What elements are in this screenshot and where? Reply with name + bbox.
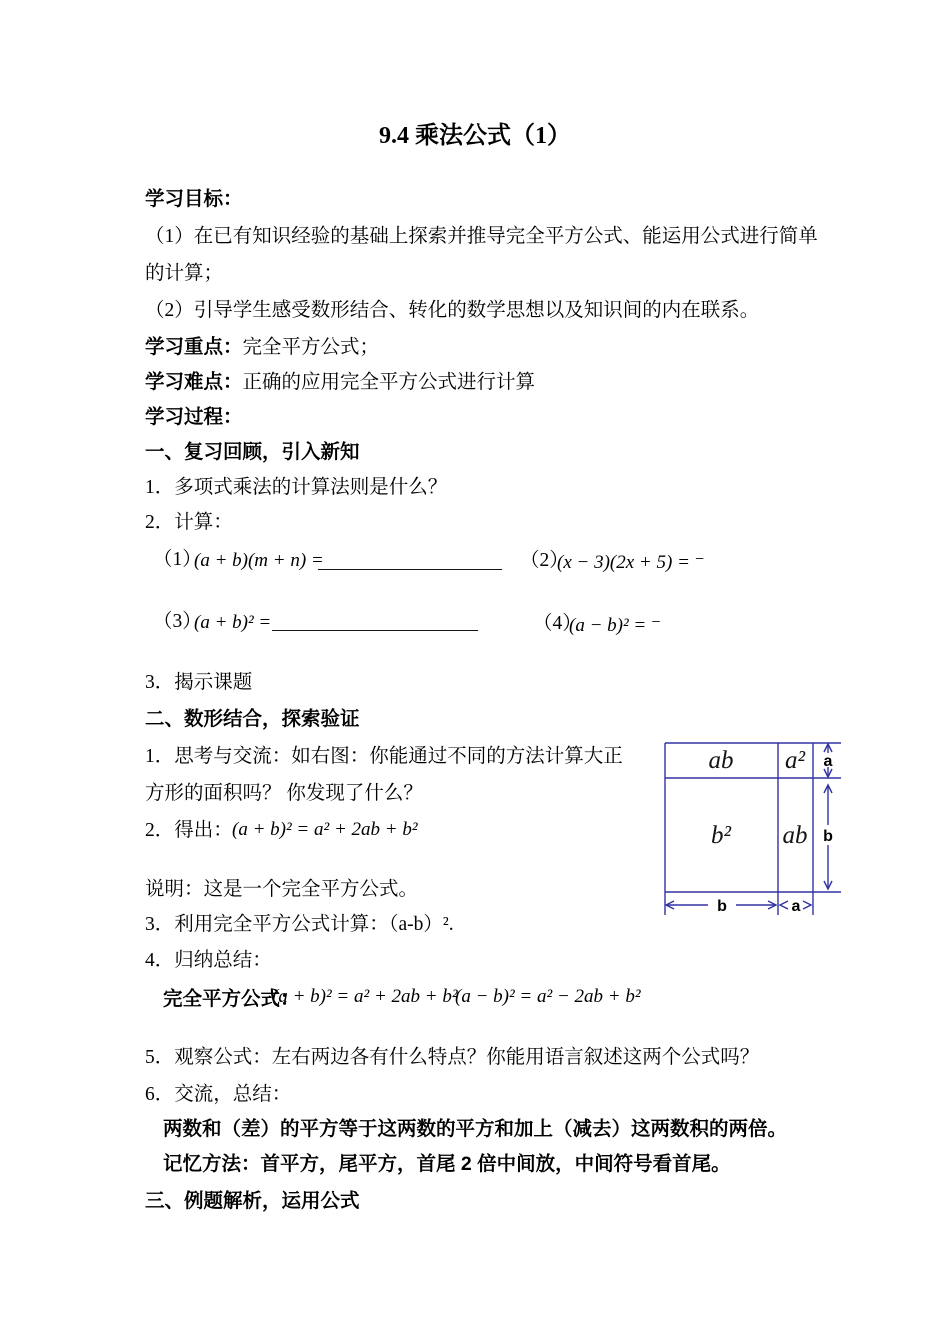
objective-1-line-1: （1）在已有知识经验的基础上探索并推导完全平方公式、能运用公式进行简单 xyxy=(145,226,818,247)
objective-1-line-2: 的计算； xyxy=(145,263,224,284)
section-2-item-6: 6．交流，总结： xyxy=(145,1084,292,1105)
calc-2-label: （2） xyxy=(520,550,569,571)
key-point-text: 完全平方公式； xyxy=(242,337,380,358)
calc-1-label: （1） xyxy=(153,549,202,570)
section-3-heading: 三、例题解析，运用公式 xyxy=(145,1190,360,1212)
dim-label-width-a: a xyxy=(791,898,801,915)
dim-a-left-arrowhead xyxy=(780,901,788,909)
dim-label-width-b: b xyxy=(717,898,727,915)
section-1-item-2: 2．计算： xyxy=(145,512,233,533)
section-2-item-1-line-2: 方形的面积吗？ 你发现了什么？ xyxy=(145,783,423,804)
diagram-dimension-labels xyxy=(717,753,833,915)
cell-ab-top: ab xyxy=(708,747,734,774)
difficulty-label: 学习难点： xyxy=(145,371,243,393)
objectives-label: 学习目标： xyxy=(145,188,243,210)
calc-3-label: （3） xyxy=(153,611,202,632)
process-label: 学习过程： xyxy=(145,406,243,428)
perfect-square-formula-minus: (a − b)² = a² − 2ab + b² xyxy=(455,986,641,1007)
section-2-item-2-label: 2．得出： xyxy=(145,820,233,841)
key-point-label: 学习重点： xyxy=(145,336,243,358)
dim-a-right-arrowhead xyxy=(803,901,811,909)
section-2-item-5: 5．观察公式：左右两边各有什么特点？你能用语言叙述这两个公式吗？ xyxy=(145,1047,760,1068)
key-point-line xyxy=(145,331,379,359)
memory-method-line: 记忆方法：首平方，尾平方，首尾 2 倍中间放，中间符号看首尾。 xyxy=(163,1153,731,1175)
difficulty-text: 正确的应用完全平方公式进行计算 xyxy=(242,372,536,393)
calc-2-formula: (x − 3)(2x + 5) = ⁻ xyxy=(557,552,705,573)
area-square-diagram xyxy=(650,733,855,928)
calc-1-formula: (a + b)(m + n) = xyxy=(194,550,324,571)
cell-ab-right: ab xyxy=(782,822,808,849)
section-2-heading: 二、数形结合，探索验证 xyxy=(145,708,360,730)
cell-b-squared: b² xyxy=(711,822,731,849)
calc-3-formula: (a + b)² = xyxy=(194,612,272,633)
summary-rule-line: 两数和（差）的平方等于这两数的平方和加上（减去）这两数积的两倍。 xyxy=(163,1118,788,1140)
calc-1-answer-blank xyxy=(318,569,502,570)
perfect-square-formula-plus: (a + b)² = a² + 2ab + b² xyxy=(272,986,458,1007)
section-2-item-2-formula: (a + b)² = a² + 2ab + b² xyxy=(232,819,418,840)
cell-a-squared: a² xyxy=(785,747,805,774)
page-title: 9.4 乘法公式（1） xyxy=(379,123,571,149)
section-1-item-1: 1．多项式乘法的计算法则是什么？ xyxy=(145,477,448,498)
section-1-heading: 一、复习回顾，引入新知 xyxy=(145,441,360,463)
diagram-cell-labels xyxy=(709,747,808,849)
calc-4-formula: (a − b)² = ⁻ xyxy=(569,615,662,636)
dim-label-height-b: b xyxy=(823,828,833,845)
section-2-item-1-line-1: 1．思考与交流：如右图：你能通过不同的方法计算大正 xyxy=(145,746,623,767)
diagram-grid-lines xyxy=(665,743,841,915)
dim-label-height-a: a xyxy=(823,753,833,770)
section-1-item-3: 3．揭示课题 xyxy=(145,672,253,693)
objective-2: （2）引导学生感受数形结合、转化的数学思想以及知识间的内在联系。 xyxy=(145,300,760,321)
section-2-item-4: 4．归纳总结： xyxy=(145,950,272,971)
section-2-item-3: 3．利用完全平方公式计算：（a-b）². xyxy=(145,914,454,935)
perfect-square-formula-label: 完全平方公式： xyxy=(163,988,300,1010)
section-2-note: 说明：这是一个完全平方公式。 xyxy=(145,879,419,900)
calc-3-answer-blank xyxy=(272,630,478,631)
difficulty-line xyxy=(145,366,535,394)
calc-4-label: （4） xyxy=(533,613,582,634)
